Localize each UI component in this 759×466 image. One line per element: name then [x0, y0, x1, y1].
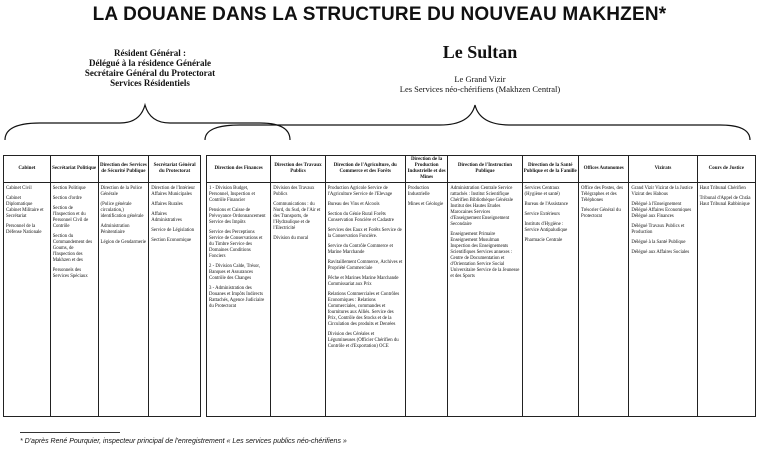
column-header: Direction des Finances [207, 156, 270, 183]
residence-line: Services Résidentiels [110, 78, 190, 88]
column-body [271, 183, 324, 416]
residence-line: Secrétaire Général du Protectorat [84, 68, 216, 78]
column-header: Direction de l'Instruction Publique [448, 156, 521, 183]
org-entry: Services des Eaux et Forêts Service de la Conservation Foncière. [327, 228, 402, 239]
column-header: Direction des Services de Sécurité Publique [99, 156, 149, 183]
org-entry: Personnels des Services Spéciaux [52, 268, 88, 279]
residence-header [20, 48, 280, 88]
org-entry: Personnel de la Défense Nationale [6, 224, 42, 235]
org-entry: Enseignement Primaire Enseignement Musulman Inspection des Enseignements Scientifiques Services annexes : Centre de Documentation et d'Orientation Service Social Universitaire Service de la Jeunesse et des Sports [450, 232, 520, 279]
org-entry: Section du Génie Rural Forêts Conservation Foncière et Cadastre [327, 212, 394, 223]
org-entry: Pensions et Caisse de Prévoyance Ordonnancement Service des Impôts [209, 208, 266, 225]
org-entry: (Police générale circulation,) identification générale [100, 202, 144, 219]
org-entry: Section du Commandement des Goums, de l'Inspection des Makhzen et des [52, 234, 93, 263]
column-body [629, 183, 696, 416]
org-entry: Production Agricole Service de l'Agriculture Service de l'Elevage [327, 186, 393, 197]
page-title: LA DOUANE DANS LA STRUCTURE DU NOUVEAU MAKHZEN* [92, 4, 667, 25]
column-header: Direction de l'Agriculture, du Commerce et des Forêts [326, 156, 405, 183]
org-entry: Direction de l'Intérieur Affaires Municipales [151, 186, 196, 197]
column-header: Cabinet [4, 156, 50, 183]
org-entry: Cabinet Civil [6, 186, 32, 191]
org-entry: Section de l'Inspection et du Personnel Civil de Contrôle [52, 206, 89, 229]
column-body [51, 183, 98, 416]
org-column [579, 156, 629, 416]
org-entry: Division des Céréales et Légumineuses (Officier Chérifien du Contrôle et d'Exportation) OCE [327, 332, 399, 349]
org-entry: Délégué à l'Enseignement Délégué Affaires Economiques Délégué aux Finances [631, 202, 692, 219]
org-entry: Instituts d'Hygiène : Service Antipaludique [524, 222, 568, 233]
org-entry: Section d'ordre [52, 196, 82, 201]
org-column [698, 156, 755, 416]
residence-line: Résident Général : [114, 48, 186, 58]
column-header: Direction de la Production Industrielle et des Mines [406, 156, 448, 183]
org-entry: 3 - Administration des Douanes et Impôts Indirects Rattachés, Agence Judiciaire du Protectorat [209, 286, 265, 309]
org-entry: Bureau de l'Assistance [524, 202, 569, 207]
org-entry: Direction de la Police Générale [100, 186, 143, 197]
org-entry: Division des Travaux Publics [273, 186, 315, 197]
column-header: Direction des Travaux Publics [271, 156, 324, 183]
org-entry: Relations Commerciales et Contrôles Economiques : Relations Commerciales, commandes et fournitures aux Alliés. Service des Prix, Contrôle des Stocks et de la Circulation des produits et Denrées [327, 292, 400, 327]
org-entry: Bureau des Vins et Alcools [327, 202, 380, 207]
org-column [406, 156, 449, 416]
footnote: * D'après René Pourquier, inspecteur principal de l'enregistrement « Les services publics néo-chérifiens » [20, 438, 347, 445]
column-body [149, 183, 200, 416]
org-entry: Services Centraux (Hygiène et santé) [524, 186, 560, 197]
makhzen-table [206, 155, 756, 417]
column-body [326, 183, 405, 416]
org-entry: Cabinet Diplomatique Cabinet Militaire et Secrétariat [6, 196, 44, 219]
org-column [51, 156, 99, 416]
org-entry: Administration Centrale Service rattachés : Institut Scientifique Chérifien Bibliothèque Générale Institut des Hautes Etudes Marocaines Services d'Enseignement Enseignement Secondaire [450, 186, 513, 227]
column-header: Cours de Justice [698, 156, 755, 183]
makhzen-line: Le Grand Vizir [454, 74, 506, 84]
left-brace [5, 105, 290, 140]
column-header: Offices Autonomes [579, 156, 628, 183]
footnote-rule [20, 432, 120, 433]
org-entry: Délégué aux Affaires Sociales [631, 250, 690, 255]
org-entry: Trésorier Général du Protectorat [580, 208, 621, 219]
org-entry: Service Extérieurs [524, 212, 560, 217]
column-body [448, 183, 521, 416]
org-column [99, 156, 150, 416]
makhzen-header [330, 74, 630, 94]
column-body [207, 183, 270, 416]
column-header: Vizirats [629, 156, 696, 183]
org-entry: Section Economique [151, 238, 192, 243]
org-braces [0, 95, 759, 145]
org-entry: Grand Vizir Vizirat de la Justice Vizirat des Habous [631, 186, 693, 197]
org-entry: Communications : du Nord, du Sud, de l'Air et des Transports, de l'Hydraulique et de l'Electricité [273, 202, 321, 231]
column-body [523, 183, 578, 416]
column-body [406, 183, 448, 416]
org-entry: 2 - Division Calde, Trésor, Banques et Assurances Contrôle des Changes [209, 264, 260, 281]
org-entry: Délégué Travaux Publics et Production [631, 224, 685, 235]
org-entry: Ravitaillement Commerce, Archives et Propriété Commerciale [327, 260, 403, 271]
org-entry: Service de Législation [151, 228, 195, 233]
org-entry: Section Politique [52, 186, 86, 191]
org-column [207, 156, 271, 416]
org-entry: Office des Postes, des Télégraphes et des Téléphones [580, 186, 623, 203]
column-body [579, 183, 628, 416]
right-brace [205, 105, 750, 140]
org-entry: Service du Contrôle Commerce et Marine Marchande [327, 244, 393, 255]
org-entry: Pharmacie Centrale [524, 238, 563, 243]
org-entry: Pêche et Marines Marine Marchande Commissariat aux Prix [327, 276, 399, 287]
org-entry: Affaires Rurales [151, 202, 183, 207]
org-column [326, 156, 406, 416]
org-column [523, 156, 579, 416]
column-header: Secrétariat Général du Protectorat [149, 156, 200, 183]
residence-line: Délégué à la résidence Générale [89, 58, 211, 68]
column-body [698, 183, 755, 416]
org-column [629, 156, 697, 416]
org-column [271, 156, 325, 416]
org-entry: Délégué à la Santé Publique [631, 240, 686, 245]
org-entry: Affaires Administratives [151, 212, 182, 223]
sultan-heading: Le Sultan [442, 42, 518, 62]
column-body [4, 183, 50, 416]
org-entry: Administration Pénitentiaire [100, 224, 130, 235]
column-header: Secrétariat Politique [51, 156, 98, 183]
org-entry: Tribunal d'Appel de Chrâa Haut Tribunal Rabbinique [699, 196, 751, 207]
column-header: Direction de la Santé Publique et de la Famille [523, 156, 578, 183]
org-entry: Haut Tribunal Chérifien [699, 186, 746, 191]
org-entry: 1 - Division Budget, Personnel, Inspection et Contrôle Financier [209, 186, 255, 203]
org-entry: Production Industrielle [407, 186, 430, 197]
org-entry: Division du moral [273, 236, 309, 241]
org-entry: Service des Perceptions Service de Conservations et du Timbre Service des Domaines Conditions Fonciers [209, 230, 263, 259]
org-entry: Légion de Gendarmerie [100, 240, 147, 245]
org-entry: Mines et Géologie [407, 202, 444, 207]
org-column [149, 156, 200, 416]
makhzen-line: Les Services néo-chérifiens (Makhzen Central) [399, 84, 561, 94]
org-column [448, 156, 522, 416]
residence-table [3, 155, 201, 417]
org-column [4, 156, 51, 416]
column-body [99, 183, 149, 416]
